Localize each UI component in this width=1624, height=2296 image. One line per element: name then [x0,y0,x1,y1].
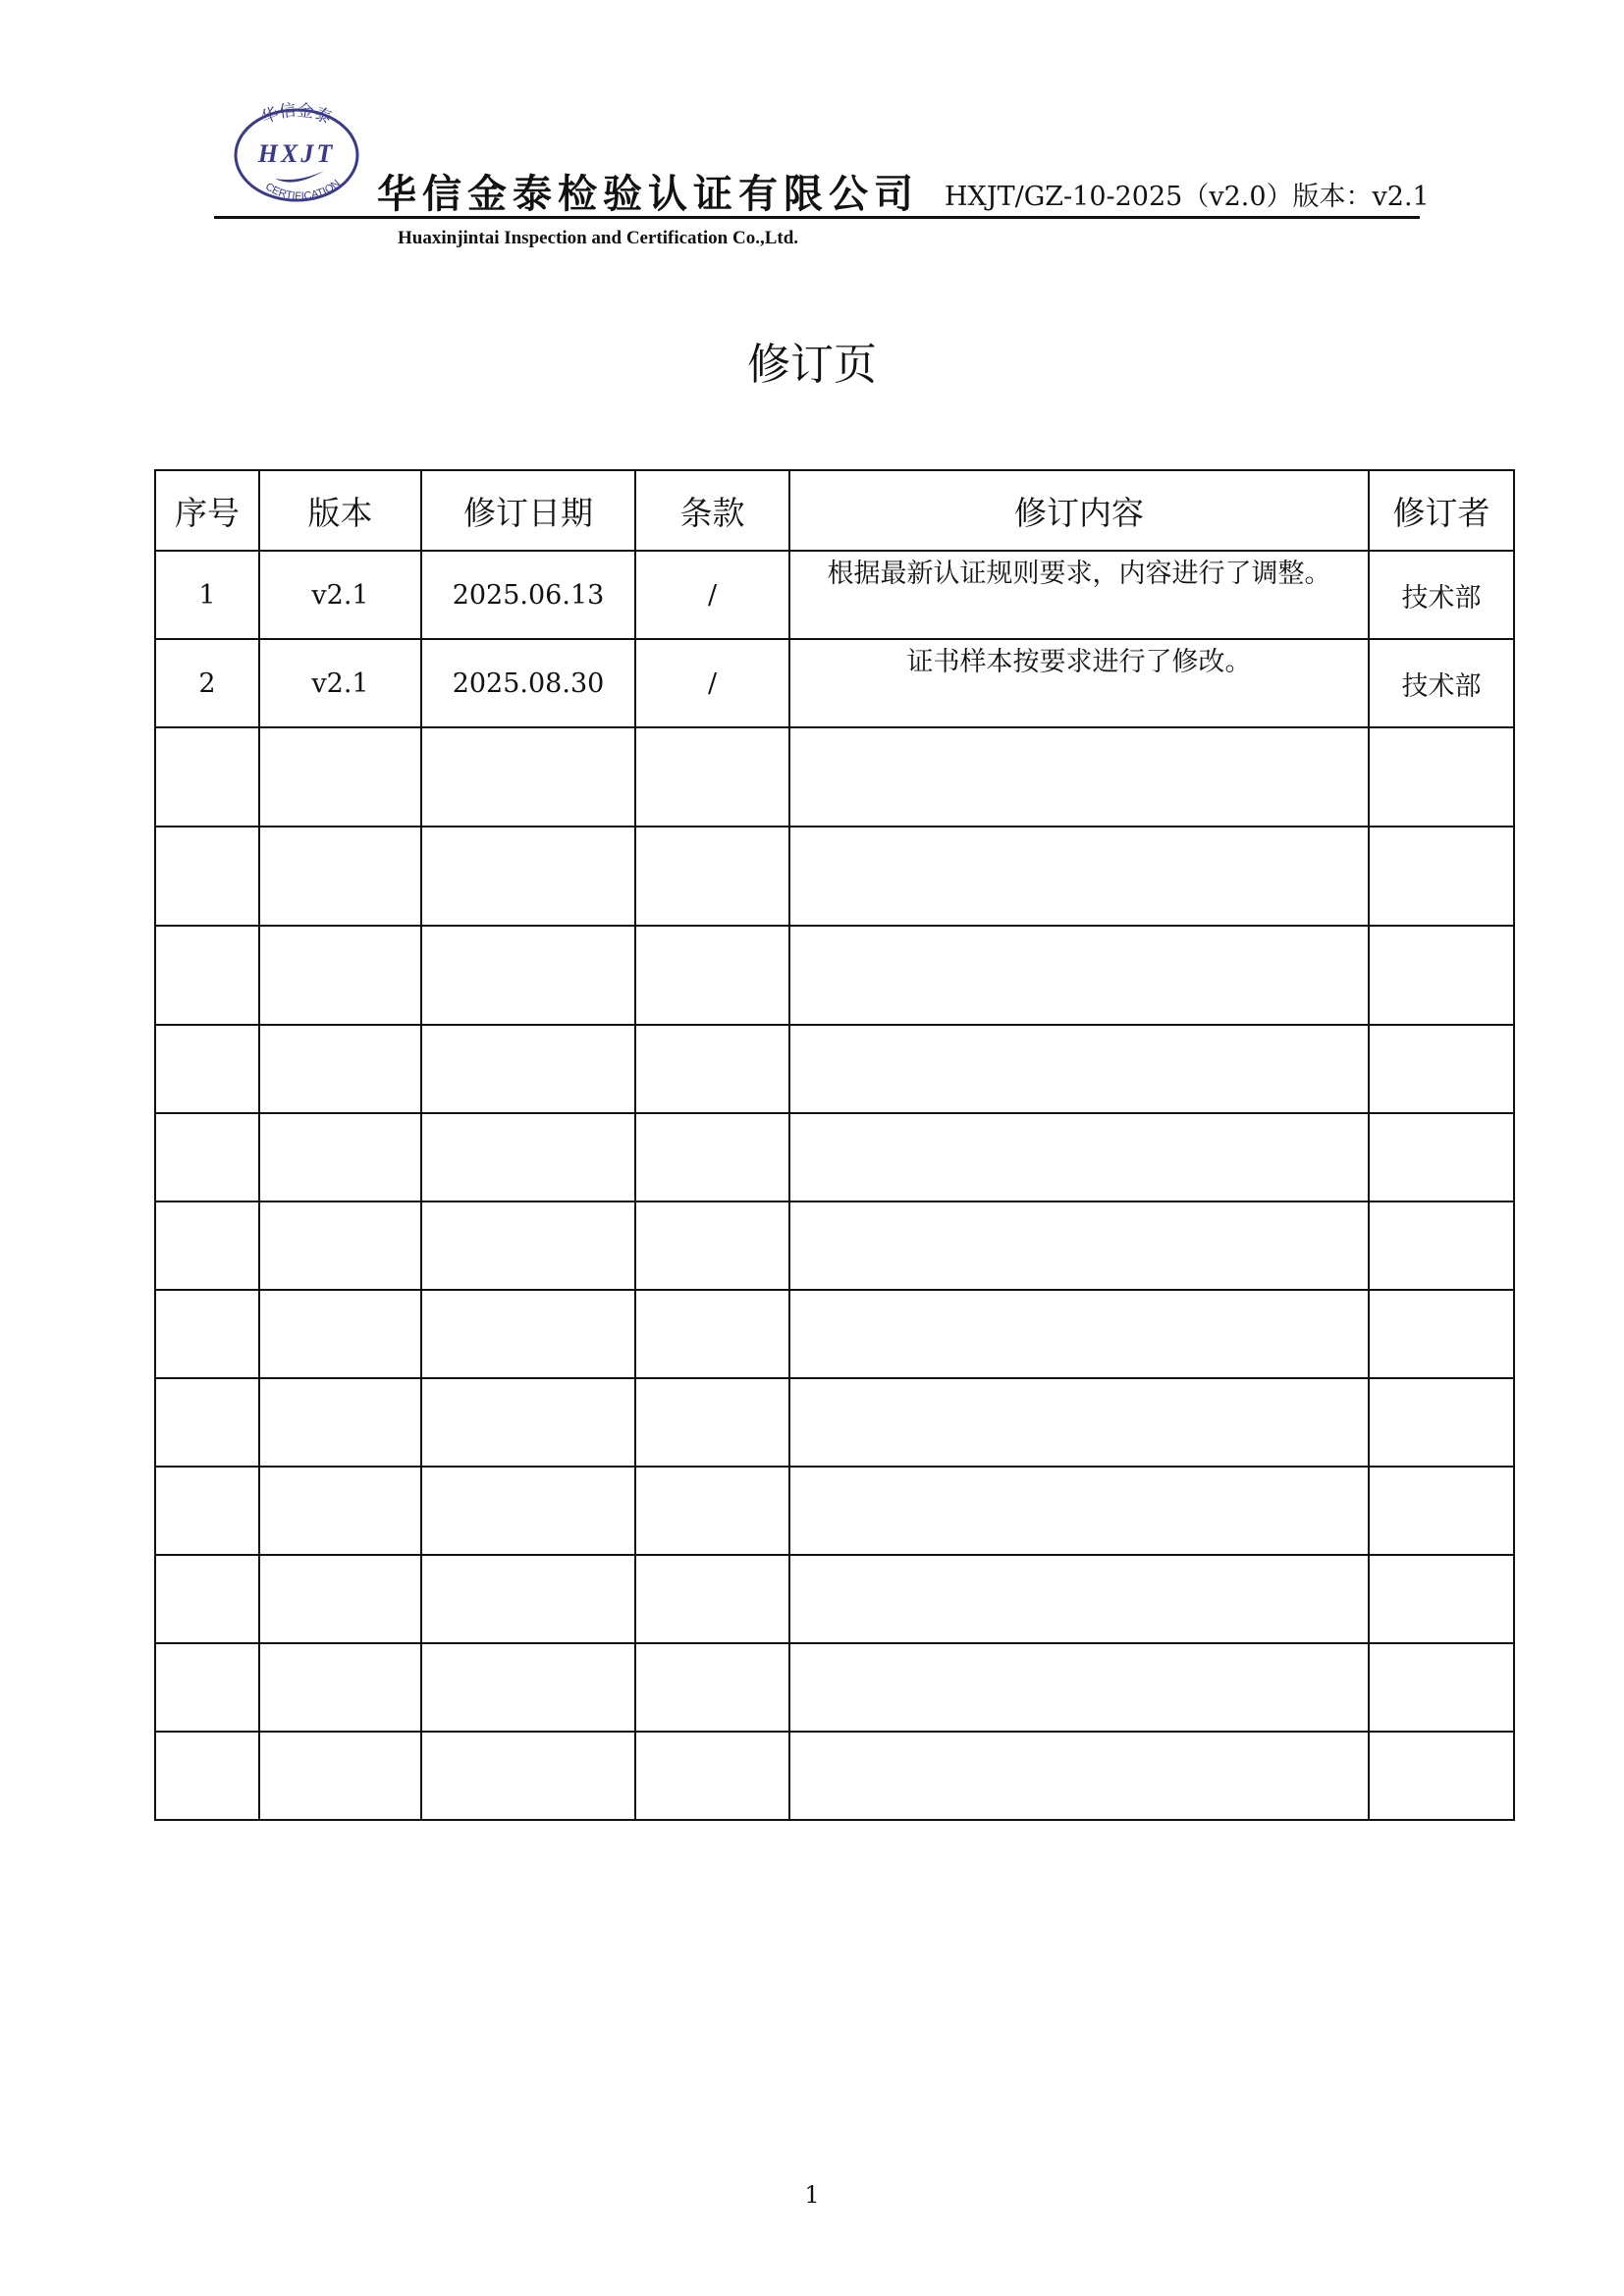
cell-no [155,1643,259,1732]
cell-date [421,1113,635,1201]
column-header-no: 序号 [155,470,259,551]
cell-date [421,1290,635,1378]
cell-no [155,1290,259,1378]
cell-author [1369,1732,1514,1820]
table-row [155,551,1514,639]
table-row-empty [155,1201,1514,1290]
cell-author [1369,1555,1514,1643]
table-row-empty [155,1378,1514,1467]
cell-version [259,1201,421,1290]
cell-author [1369,1113,1514,1201]
cell-clause [635,827,789,926]
cell-no [155,1467,259,1555]
cell-author [1369,727,1514,827]
cell-no [155,1732,259,1820]
cell-author: 技术部 [1369,639,1514,727]
cell-date [421,727,635,827]
cell-no [155,926,259,1025]
cell-content [789,1643,1369,1732]
table-row-empty [155,1555,1514,1643]
cell-author [1369,827,1514,926]
cell-content [789,827,1369,926]
column-header-date: 修订日期 [421,470,635,551]
cell-version [259,1113,421,1201]
cell-version [259,1378,421,1467]
page-title: 修订页 [747,340,877,390]
cell-date [421,1732,635,1820]
cell-content [789,1732,1369,1820]
cell-version [259,1643,421,1732]
cell-content [789,1467,1369,1555]
table-row-empty [155,727,1514,827]
cell-date [421,1643,635,1732]
cell-clause [635,1201,789,1290]
cell-clause [635,1025,789,1113]
revision-table [154,469,1515,1821]
cell-content [789,1113,1369,1201]
cell-clause [635,1467,789,1555]
cell-clause [635,926,789,1025]
cell-author [1369,1025,1514,1113]
logo-text: HXJT [257,139,336,168]
page-number: 1 [804,2181,820,2209]
cell-date [421,1467,635,1555]
cell-no [155,827,259,926]
table-row-empty [155,1290,1514,1378]
cell-content [789,1378,1369,1467]
cell-date [421,827,635,926]
cell-content: 根据最新认证规则要求，内容进行了调整。 [789,551,1369,639]
cell-author [1369,1378,1514,1467]
cell-version [259,727,421,827]
header-divider [214,216,1420,219]
cell-date [421,1201,635,1290]
cell-clause [635,1113,789,1201]
cell-version [259,1025,421,1113]
column-header-content: 修订内容 [789,470,1369,551]
cell-author: 技术部 [1369,551,1514,639]
cell-version [259,827,421,926]
cell-clause [635,1555,789,1643]
cell-author [1369,1643,1514,1732]
table-row-empty [155,926,1514,1025]
column-header-version: 版本 [259,470,421,551]
cell-content [789,727,1369,827]
cell-no [155,1201,259,1290]
table-row-empty [155,827,1514,926]
cell-version [259,1555,421,1643]
logo-swoosh [275,171,324,183]
logo-arc-top-text: 华信金泰 [258,100,335,129]
table-row-empty [155,1643,1514,1732]
page-header [0,0,1624,265]
table-row-empty [155,1732,1514,1820]
cell-no [155,1378,259,1467]
cell-no [155,1555,259,1643]
cell-version: v2.1 [259,639,421,727]
cell-content [789,1290,1369,1378]
cell-version: v2.1 [259,551,421,639]
cell-version [259,1732,421,1820]
cell-version [259,926,421,1025]
logo-arc-bottom-text: CERTIFICATION [262,177,343,203]
table-row [155,639,1514,727]
cell-no: 1 [155,551,259,639]
cell-no [155,727,259,827]
column-header-clause: 条款 [635,470,789,551]
cell-date [421,1025,635,1113]
table-row-empty [155,1113,1514,1201]
cell-clause: / [635,639,789,727]
document-code: HXJT/GZ-10-2025（v2.0）版本：v2.1 [945,182,1430,212]
table-row-empty [155,1467,1514,1555]
cell-content [789,1201,1369,1290]
cell-clause: / [635,551,789,639]
table-row-empty [155,1025,1514,1113]
cell-clause [635,1290,789,1378]
cell-version [259,1290,421,1378]
cell-date [421,1378,635,1467]
cell-date: 2025.06.13 [421,551,635,639]
company-name-cn: 华信金泰检验认证有限公司 [377,172,919,217]
cell-content [789,1555,1369,1643]
hxjt-logo [228,98,365,206]
column-header-author: 修订者 [1369,470,1514,551]
cell-clause [635,1732,789,1820]
cell-clause [635,1378,789,1467]
cell-content [789,926,1369,1025]
cell-author [1369,1467,1514,1555]
company-name-en: Huaxinjintai Inspection and Certification Co.,Ltd. [398,228,799,248]
cell-date [421,926,635,1025]
cell-author [1369,1201,1514,1290]
table-header-row [155,470,1514,551]
cell-author [1369,926,1514,1025]
cell-content: 证书样本按要求进行了修改。 [789,639,1369,727]
cell-no: 2 [155,639,259,727]
cell-content [789,1025,1369,1113]
cell-no [155,1025,259,1113]
cell-version [259,1467,421,1555]
cell-clause [635,727,789,827]
cell-date [421,1555,635,1643]
cell-author [1369,1290,1514,1378]
cell-no [155,1113,259,1201]
cell-clause [635,1643,789,1732]
cell-date: 2025.08.30 [421,639,635,727]
